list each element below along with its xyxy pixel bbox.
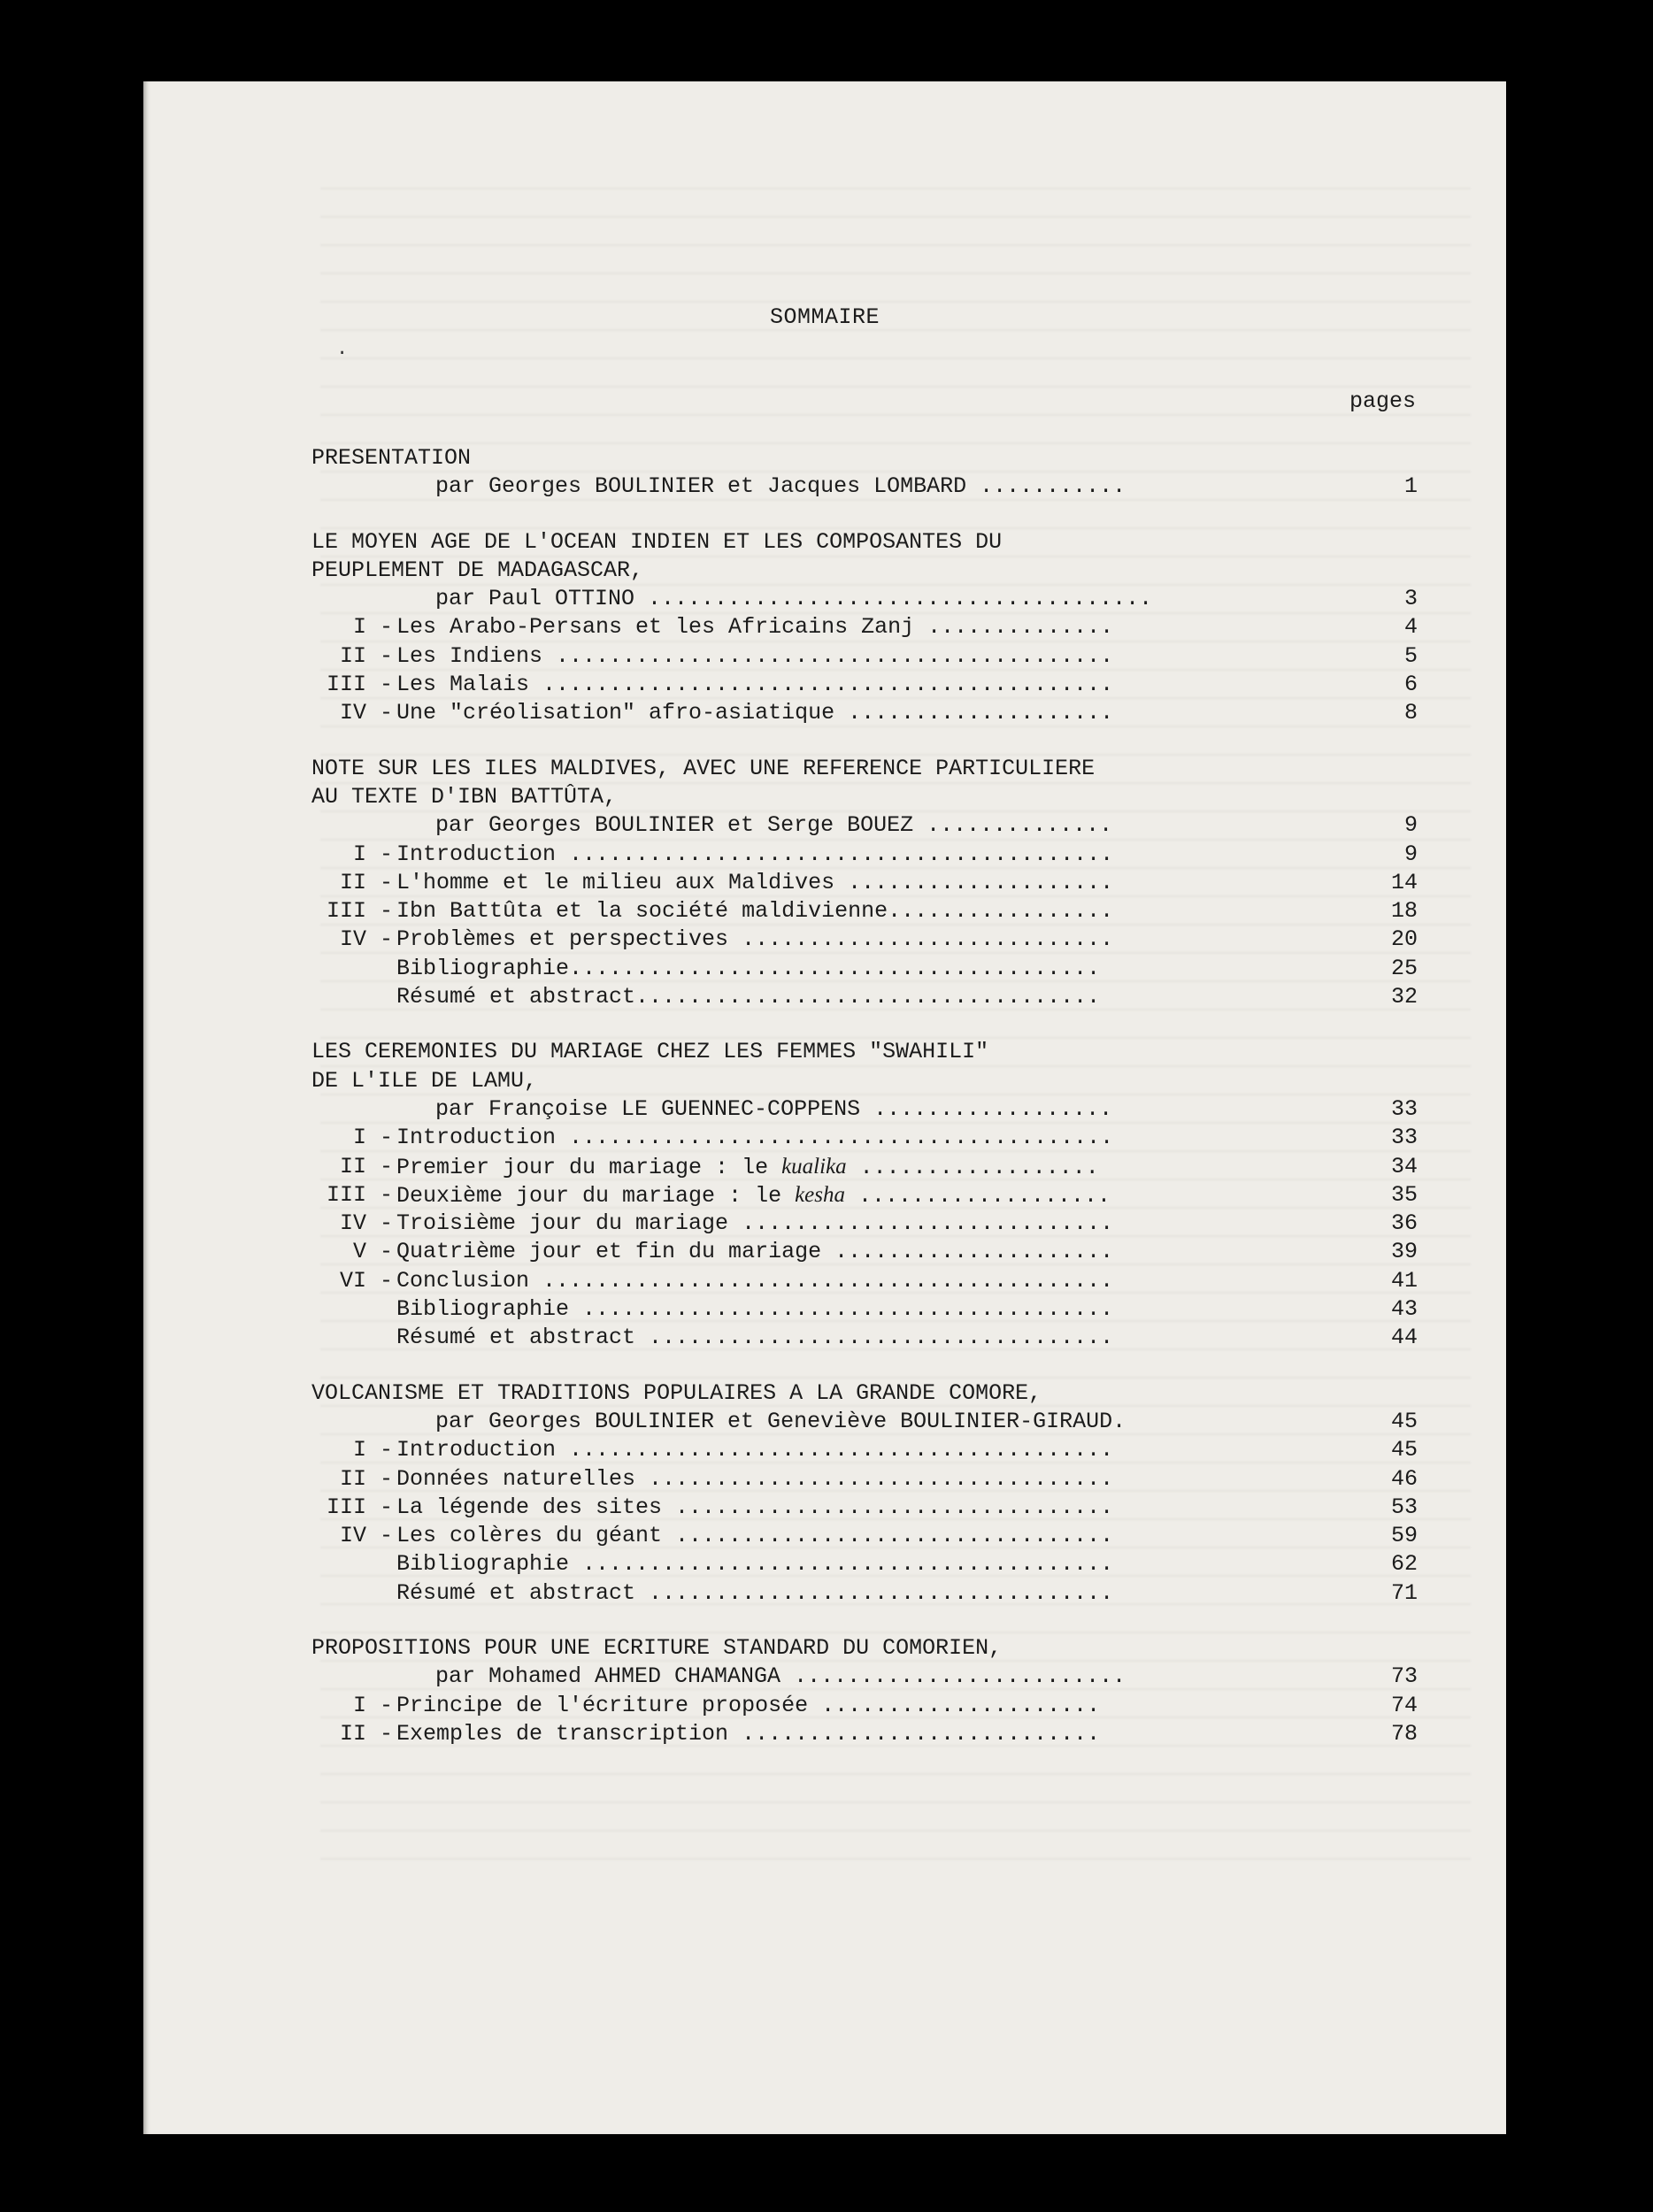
entry-number: III - [326, 1494, 393, 1520]
entry-number: III - [326, 1181, 393, 1208]
entry-number: I - [352, 841, 393, 867]
entry-title-part: Premier jour du mariage : le [396, 1154, 782, 1180]
page-number: 45 [1390, 1437, 1418, 1463]
section-heading-line [311, 1067, 1418, 1095]
toc-entry [311, 1692, 1418, 1720]
entry-number: I - [352, 614, 393, 641]
section-heading: PRESENTATION [311, 445, 472, 471]
entry-number: I - [352, 1437, 393, 1463]
entry-title: Résumé et abstract ................................... [396, 1579, 1114, 1606]
section-heading-line [311, 444, 1418, 472]
toc-entry [311, 1436, 1418, 1464]
author-credit: par Georges BOULINIER et Geneviève BOULINIER-GIRAUD. [435, 1408, 1126, 1434]
toc-entry [311, 1238, 1418, 1266]
toc-section [311, 528, 1418, 728]
page-number: 71 [1390, 1579, 1418, 1606]
entry-title: Bibliographie ........................................ [396, 1551, 1114, 1578]
section-heading: PROPOSITIONS POUR UNE ECRITURE STANDARD DU COMORIEN, [311, 1634, 1003, 1661]
entry-number: IV - [339, 1523, 393, 1549]
page-number: 1 [1403, 473, 1418, 500]
entry-title: Introduction ......................................... [396, 1125, 1114, 1151]
author-line [311, 811, 1418, 840]
entry-title: Troisième jour du mariage ............................ [396, 1210, 1114, 1237]
toc-entry [311, 1153, 1418, 1181]
entry-title: Résumé et abstract................................... [396, 984, 1101, 1010]
section-heading: AU TEXTE D'IBN BATTÛTA, [311, 783, 618, 810]
entry-number: II - [339, 642, 393, 669]
entry-number: I - [352, 1692, 393, 1718]
toc-entry [311, 1494, 1418, 1522]
entry-number: III - [326, 898, 393, 925]
page-number: 5 [1403, 642, 1418, 669]
section-heading: PEUPLEMENT DE MADAGASCAR, [311, 557, 644, 583]
table-of-contents [311, 444, 1418, 1775]
entry-title: La légende des sites ................................. [396, 1494, 1114, 1520]
toc-section [311, 1634, 1418, 1748]
toc-section [311, 1038, 1418, 1352]
page-number: 35 [1390, 1181, 1418, 1208]
entry-leader-dots: .................. [846, 1154, 1099, 1180]
entry-title: Les Indiens .......................................... [396, 642, 1114, 669]
toc-entry [311, 926, 1418, 954]
page-number: 8 [1403, 700, 1418, 726]
page-number: 25 [1390, 955, 1418, 981]
page-number: 14 [1390, 869, 1418, 895]
page-number: 53 [1390, 1494, 1418, 1520]
author-credit: par Georges BOULINIER et Jacques LOMBARD ........... [435, 473, 1126, 500]
entry-title: Résumé et abstract ................................... [396, 1325, 1114, 1351]
toc-section [311, 755, 1418, 1012]
section-heading-line [311, 1038, 1418, 1066]
author-line [311, 472, 1418, 501]
page-number: 3 [1403, 586, 1418, 612]
entry-number: IV - [339, 926, 393, 953]
document-page [143, 81, 1506, 2134]
toc-entry [311, 1465, 1418, 1494]
author-credit: par Françoise LE GUENNEC-COPPENS .................. [435, 1095, 1113, 1122]
toc-entry [311, 699, 1418, 727]
page-number: 74 [1390, 1692, 1418, 1718]
entry-title: Les Arabo-Persans et les Africains Zanj .............. [396, 614, 1114, 641]
entry-title: Exemples de transcription ........................... [396, 1720, 1101, 1747]
toc-entry [311, 1579, 1418, 1608]
page-number: 44 [1390, 1325, 1418, 1351]
page-number: 18 [1390, 898, 1418, 925]
author-credit: par Paul OTTINO ...................................... [435, 586, 1153, 612]
page-number: 73 [1390, 1663, 1418, 1690]
page-number: 33 [1390, 1125, 1418, 1151]
entry-title: Ibn Battûta et la société maldivienne................. [396, 898, 1114, 925]
entry-number: IV - [339, 1210, 393, 1237]
page-number: 32 [1390, 984, 1418, 1010]
entry-title: Une "créolisation" afro-asiatique .................... [396, 700, 1114, 726]
entry-number: II - [339, 1720, 393, 1747]
stray-dot: . [336, 338, 349, 360]
author-credit: par Georges BOULINIER et Serge BOUEZ .............. [435, 812, 1113, 839]
entry-title: Introduction ......................................... [396, 841, 1114, 867]
entry-number: V - [352, 1239, 393, 1265]
entry-title: Les colères du géant ................................. [396, 1523, 1114, 1549]
entry-title [396, 1153, 1099, 1182]
toc-entry [311, 1550, 1418, 1578]
toc-entry [311, 869, 1418, 897]
entry-number: II - [339, 1153, 393, 1179]
entry-title: Bibliographie ........................................ [396, 1296, 1114, 1323]
section-heading: NOTE SUR LES ILES MALDIVES, AVEC UNE REFERENCE PARTICULIERE [311, 755, 1096, 781]
page-number: 78 [1390, 1720, 1418, 1747]
page-number: 41 [1390, 1267, 1418, 1294]
page-number: 34 [1390, 1153, 1418, 1179]
entry-number: VI - [339, 1267, 393, 1294]
section-heading: LES CEREMONIES DU MARIAGE CHEZ LES FEMMES "SWAHILI" [311, 1039, 989, 1065]
toc-entry [311, 897, 1418, 926]
page-number: 62 [1390, 1551, 1418, 1578]
entry-title: Principe de l'écriture proposée ..................... [396, 1692, 1101, 1718]
toc-entry [311, 1124, 1418, 1152]
toc-entry [311, 1295, 1418, 1324]
author-line [311, 1663, 1418, 1691]
toc-entry [311, 1267, 1418, 1295]
entry-number: II - [339, 1465, 393, 1492]
page-number: 9 [1403, 812, 1418, 839]
toc-entry [311, 1181, 1418, 1210]
entry-title: Problèmes et perspectives ............................ [396, 926, 1114, 953]
page-number: 46 [1390, 1465, 1418, 1492]
toc-entry [311, 1522, 1418, 1550]
pages-column-label: pages [1349, 388, 1416, 414]
toc-entry [311, 613, 1418, 641]
author-line [311, 1095, 1418, 1124]
author-line [311, 1408, 1418, 1436]
section-heading-line [311, 783, 1418, 811]
toc-entry [311, 955, 1418, 983]
entry-number: I - [352, 1125, 393, 1151]
entry-title: Les Malais ........................................... [396, 672, 1114, 698]
page-title: SOMMAIRE [769, 304, 880, 330]
page-number: 6 [1403, 672, 1418, 698]
page-number: 4 [1403, 614, 1418, 641]
section-heading-line [311, 1379, 1418, 1408]
entry-title [396, 1181, 1111, 1210]
page-number: 20 [1390, 926, 1418, 953]
toc-entry [311, 1210, 1418, 1238]
toc-entry [311, 1720, 1418, 1748]
page-number: 9 [1403, 841, 1418, 867]
toc-section [311, 1379, 1418, 1608]
entry-title-part: Deuxième jour du mariage : le [396, 1182, 796, 1209]
toc-entry [311, 983, 1418, 1011]
page-number: 39 [1390, 1239, 1418, 1265]
toc-entry [311, 671, 1418, 699]
author-line [311, 585, 1418, 613]
entry-title: L'homme et le milieu aux Maldives .................... [396, 869, 1114, 895]
section-heading: DE L'ILE DE LAMU, [311, 1067, 538, 1094]
section-heading-line [311, 1634, 1418, 1663]
entry-title-italic-term: kualika [781, 1154, 847, 1179]
toc-entry [311, 841, 1418, 869]
entry-number: II - [339, 869, 393, 895]
entry-title: Introduction ......................................... [396, 1437, 1114, 1463]
page-number: 33 [1390, 1095, 1418, 1122]
entry-title: Données naturelles ................................... [396, 1465, 1114, 1492]
entry-number: IV - [339, 700, 393, 726]
section-heading: VOLCANISME ET TRADITIONS POPULAIRES A LA GRANDE COMORE, [311, 1379, 1042, 1406]
entry-title: Bibliographie........................................ [396, 955, 1101, 981]
toc-entry [311, 642, 1418, 671]
toc-section [311, 444, 1418, 502]
page-number: 43 [1390, 1296, 1418, 1323]
section-heading-line [311, 557, 1418, 585]
author-credit: par Mohamed AHMED CHAMANGA ......................... [435, 1663, 1126, 1690]
section-heading: LE MOYEN AGE DE L'OCEAN INDIEN ET LES COMPOSANTES DU [311, 528, 1003, 555]
entry-title: Conclusion ........................................... [396, 1267, 1114, 1294]
page-number: 36 [1390, 1210, 1418, 1237]
entry-title-italic-term: kesha [795, 1182, 845, 1207]
toc-entry [311, 1324, 1418, 1352]
page-number: 59 [1390, 1523, 1418, 1549]
entry-title: Quatrième jour et fin du mariage ..................... [396, 1239, 1114, 1265]
entry-leader-dots: ................... [845, 1182, 1111, 1209]
entry-number: III - [326, 672, 393, 698]
section-heading-line [311, 528, 1418, 557]
page-number: 45 [1390, 1408, 1418, 1434]
section-heading-line [311, 755, 1418, 783]
